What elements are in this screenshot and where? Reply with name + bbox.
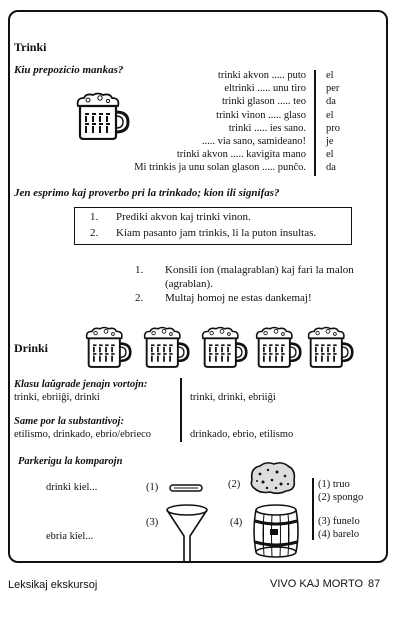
answer-num: 1. xyxy=(135,264,144,276)
answer-funelo: (3) funelo xyxy=(318,516,360,527)
comparison-drunk: ebria kiel... xyxy=(46,531,94,542)
preposition-answer: da xyxy=(326,96,336,108)
box-item-text: Prediki akvon kaj trinki vinon. xyxy=(116,211,251,223)
answer-text: Konsili ion (malagrablan) kaj fari la malon xyxy=(165,264,354,276)
option-num: (1) xyxy=(146,482,159,493)
question-4-words: etilismo, drinkado, ebrio/ebrieco xyxy=(14,429,152,440)
barrel-icon xyxy=(250,502,302,560)
answer-divider xyxy=(312,478,314,540)
answer-truo: (1) truo xyxy=(318,479,350,490)
question-3-label: Klasu laŭgrade jenajn vortojn: xyxy=(14,379,148,390)
preposition-sentence: trinki glason ..... teo xyxy=(222,96,306,108)
preposition-sentence: trinki akvon ..... puto xyxy=(217,70,306,81)
section-title-trinki: Trinki xyxy=(14,40,47,54)
beer-mug-icon xyxy=(138,326,190,368)
footer-chapter-title: VIVO KAJ MORTO xyxy=(270,578,364,590)
preposition-answer: da xyxy=(326,162,336,174)
preposition-sentence: ..... via sano, samideano! xyxy=(201,136,306,147)
page-number: 87 xyxy=(368,578,381,590)
preposition-sentence: eltrinki ..... unu tiro xyxy=(224,83,306,95)
preposition-answer: je xyxy=(326,136,334,147)
box-item-num: 2. xyxy=(90,227,99,239)
question-3-answer: trinki, drinki, ebriiĝi xyxy=(190,392,276,403)
preposition-answer: el xyxy=(326,149,334,161)
box-item-num: 1. xyxy=(90,211,99,223)
preposition-answer: el xyxy=(326,109,334,121)
beer-mug-icon xyxy=(70,92,130,140)
funnel-icon xyxy=(164,502,210,564)
section-title-drinki: Drinki xyxy=(14,341,49,355)
option-num: (2) xyxy=(228,479,241,490)
answer-divider xyxy=(314,70,316,176)
answer-divider xyxy=(180,378,182,442)
footer-section-name: Leksikaj ekskursoj xyxy=(8,579,98,591)
hole-icon xyxy=(168,482,204,494)
answer-num: 2. xyxy=(135,292,144,304)
answer-spongo: (2) spongo xyxy=(318,492,364,503)
box-item-text: Kiam pasanto jam trinkis, li la puton insultas. xyxy=(116,227,317,239)
question-1: Kiu prepozicio mankas? xyxy=(14,64,124,76)
preposition-sentence: trinki akvon ..... kavigita mano xyxy=(176,149,306,161)
beer-mug-icon xyxy=(80,326,132,368)
beer-mug-icon xyxy=(196,326,248,368)
beer-mug-icon xyxy=(250,326,302,368)
sponge-icon xyxy=(248,460,298,496)
question-4-answer: drinkado, ebrio, etilismo xyxy=(190,429,294,440)
preposition-sentence: trinki vinon ..... glaso xyxy=(216,109,306,121)
preposition-answer: per xyxy=(326,83,340,95)
option-num: (3) xyxy=(146,517,159,528)
option-num: (4) xyxy=(230,517,243,528)
answer-text: Multaj homoj ne estas dankemaj! xyxy=(165,292,312,304)
beer-mug-icon xyxy=(302,326,354,368)
question-2: Jen esprimo kaj proverbo pri la trinkado; kion ili signifas? xyxy=(14,187,280,199)
preposition-answer: el xyxy=(326,70,334,81)
question-3-words: trinki, ebriiĝi, drinki xyxy=(14,392,100,403)
answer-text: (agrablan). xyxy=(165,278,213,290)
preposition-sentence: trinki ..... ies sano. xyxy=(228,122,306,134)
answer-barelo: (4) barelo xyxy=(318,529,360,540)
preposition-sentence: Mi trinkis ja unu solan glason ..... punĉo. xyxy=(134,162,306,174)
comparison-drink: drinki kiel... xyxy=(46,482,98,493)
preposition-answer: pro xyxy=(326,122,340,134)
question-5-label: Parkerigu la komparojn xyxy=(18,456,123,467)
question-4-label: Same por la substantivoj: xyxy=(14,416,124,427)
